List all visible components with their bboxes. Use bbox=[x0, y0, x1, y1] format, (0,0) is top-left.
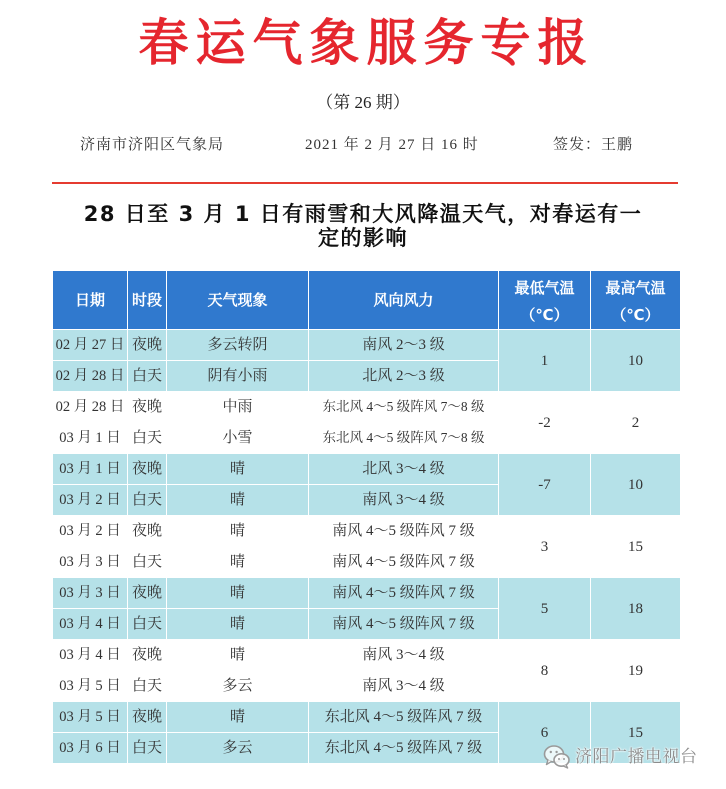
period-cell: 白天 bbox=[128, 423, 167, 454]
date-cell: 03 月 3 日 bbox=[53, 547, 128, 578]
date-cell: 03 月 4 日 bbox=[53, 640, 128, 671]
weather-cell: 晴 bbox=[167, 609, 309, 640]
weather-cell: 晴 bbox=[167, 640, 309, 671]
period-cell: 白天 bbox=[128, 671, 167, 702]
header-row bbox=[53, 271, 681, 330]
max-temp-cell: 10 bbox=[591, 330, 681, 392]
min-temp-cell: -2 bbox=[499, 392, 591, 454]
max-temp-cell: 19 bbox=[591, 640, 681, 702]
wind-cell: 东北风 4～5 级阵风 7 级 bbox=[309, 702, 499, 733]
period-cell: 白天 bbox=[128, 485, 167, 516]
wechat-icon bbox=[543, 744, 571, 770]
watermark-text: 济阳广播电视台 bbox=[575, 747, 698, 767]
period-cell: 白天 bbox=[128, 547, 167, 578]
weather-cell: 多云 bbox=[167, 671, 309, 702]
period-cell: 夜晚 bbox=[128, 578, 167, 609]
date-cell: 03 月 4 日 bbox=[53, 609, 128, 640]
headline-line-1: 28 日至 3 月 1 日有雨雪和大风降温天气，对春运有一 bbox=[83, 202, 643, 226]
period-cell: 白天 bbox=[128, 609, 167, 640]
issue-number: （第 26 期） bbox=[316, 93, 410, 112]
weather-cell: 中雨 bbox=[167, 392, 309, 423]
table-row bbox=[53, 578, 681, 609]
red-divider bbox=[52, 182, 678, 184]
header-min-temp-unit: （℃） bbox=[520, 306, 569, 324]
table-body bbox=[53, 330, 681, 764]
wind-cell: 北风 3～4 级 bbox=[309, 454, 499, 485]
wind-cell: 东北风 4～5 级阵风 7～8 级 bbox=[309, 392, 499, 423]
date-cell: 03 月 1 日 bbox=[53, 454, 128, 485]
header-date: 日期 bbox=[53, 271, 128, 330]
table-row bbox=[53, 516, 681, 547]
report-title: 春运气象服务专报 bbox=[138, 14, 595, 72]
max-temp-cell: 15 bbox=[591, 702, 681, 764]
min-temp-cell: -7 bbox=[499, 454, 591, 516]
date-cell: 03 月 6 日 bbox=[53, 733, 128, 764]
table-row bbox=[53, 702, 681, 733]
period-cell: 夜晚 bbox=[128, 454, 167, 485]
header-max-temp-label: 最高气温 bbox=[605, 279, 666, 297]
issuing-agency: 济南市济阳区气象局 bbox=[80, 137, 225, 153]
min-temp-cell: 1 bbox=[499, 330, 591, 392]
weather-cell: 晴 bbox=[167, 578, 309, 609]
wind-cell: 南风 4～5 级阵风 7 级 bbox=[309, 578, 499, 609]
max-temp-cell: 18 bbox=[591, 578, 681, 640]
header-max-temp-unit: （℃） bbox=[611, 306, 660, 324]
header-min-temp-label: 最低气温 bbox=[514, 279, 575, 297]
date-cell: 02 月 28 日 bbox=[53, 361, 128, 392]
header-period: 时段 bbox=[128, 271, 167, 330]
period-cell: 夜晚 bbox=[128, 392, 167, 423]
date-cell: 03 月 3 日 bbox=[53, 578, 128, 609]
date-cell: 03 月 1 日 bbox=[53, 423, 128, 454]
wind-cell: 北风 2～3 级 bbox=[309, 361, 499, 392]
headline-line-2: 定的影响 bbox=[318, 226, 408, 250]
watermark bbox=[543, 743, 698, 771]
header-weather: 天气现象 bbox=[167, 271, 309, 330]
period-cell: 白天 bbox=[128, 361, 167, 392]
wind-cell: 南风 4～5 级阵风 7 级 bbox=[309, 516, 499, 547]
max-temp-cell: 15 bbox=[591, 516, 681, 578]
date-cell: 02 月 27 日 bbox=[53, 330, 128, 361]
period-cell: 夜晚 bbox=[128, 330, 167, 361]
table-row bbox=[53, 392, 681, 423]
wind-cell: 南风 4～5 级阵风 7 级 bbox=[309, 609, 499, 640]
period-cell: 白天 bbox=[128, 733, 167, 764]
header-max-temp bbox=[591, 271, 681, 330]
min-temp-cell: 8 bbox=[499, 640, 591, 702]
weather-cell: 小雪 bbox=[167, 423, 309, 454]
weather-cell: 晴 bbox=[167, 454, 309, 485]
period-cell: 夜晚 bbox=[128, 640, 167, 671]
header-wind: 风向风力 bbox=[309, 271, 499, 330]
max-temp-cell: 10 bbox=[591, 454, 681, 516]
wind-cell: 东北风 4～5 级阵风 7 级 bbox=[309, 733, 499, 764]
wind-cell: 南风 3～4 级 bbox=[309, 640, 499, 671]
weather-cell: 多云 bbox=[167, 733, 309, 764]
weather-cell: 多云转阴 bbox=[167, 330, 309, 361]
weather-cell: 阴有小雨 bbox=[167, 361, 309, 392]
signed-by: 签发：王鹏 bbox=[553, 137, 634, 153]
date-cell: 02 月 28 日 bbox=[53, 392, 128, 423]
issue-datetime: 2021 年 2 月 27 日 16 时 bbox=[305, 137, 479, 153]
period-cell: 夜晚 bbox=[128, 702, 167, 733]
weather-cell: 晴 bbox=[167, 702, 309, 733]
max-temp-cell: 2 bbox=[591, 392, 681, 454]
wind-cell: 东北风 4～5 级阵风 7～8 级 bbox=[309, 423, 499, 454]
table-header bbox=[53, 271, 681, 330]
weather-cell: 晴 bbox=[167, 516, 309, 547]
header-min-temp bbox=[499, 271, 591, 330]
date-cell: 03 月 5 日 bbox=[53, 671, 128, 702]
date-cell: 03 月 5 日 bbox=[53, 702, 128, 733]
table-row bbox=[53, 454, 681, 485]
table-row bbox=[53, 640, 681, 671]
min-temp-cell: 3 bbox=[499, 516, 591, 578]
min-temp-cell: 5 bbox=[499, 578, 591, 640]
wind-cell: 南风 2～3 级 bbox=[309, 330, 499, 361]
min-temp-cell: 6 bbox=[499, 702, 591, 764]
wind-cell: 南风 3～4 级 bbox=[309, 671, 499, 702]
weather-cell: 晴 bbox=[167, 485, 309, 516]
wind-cell: 南风 4～5 级阵风 7 级 bbox=[309, 547, 499, 578]
date-cell: 03 月 2 日 bbox=[53, 516, 128, 547]
weather-cell: 晴 bbox=[167, 547, 309, 578]
period-cell: 夜晚 bbox=[128, 516, 167, 547]
wind-cell: 南风 3～4 级 bbox=[309, 485, 499, 516]
table-row bbox=[53, 330, 681, 361]
forecast-table bbox=[52, 270, 681, 764]
date-cell: 03 月 2 日 bbox=[53, 485, 128, 516]
